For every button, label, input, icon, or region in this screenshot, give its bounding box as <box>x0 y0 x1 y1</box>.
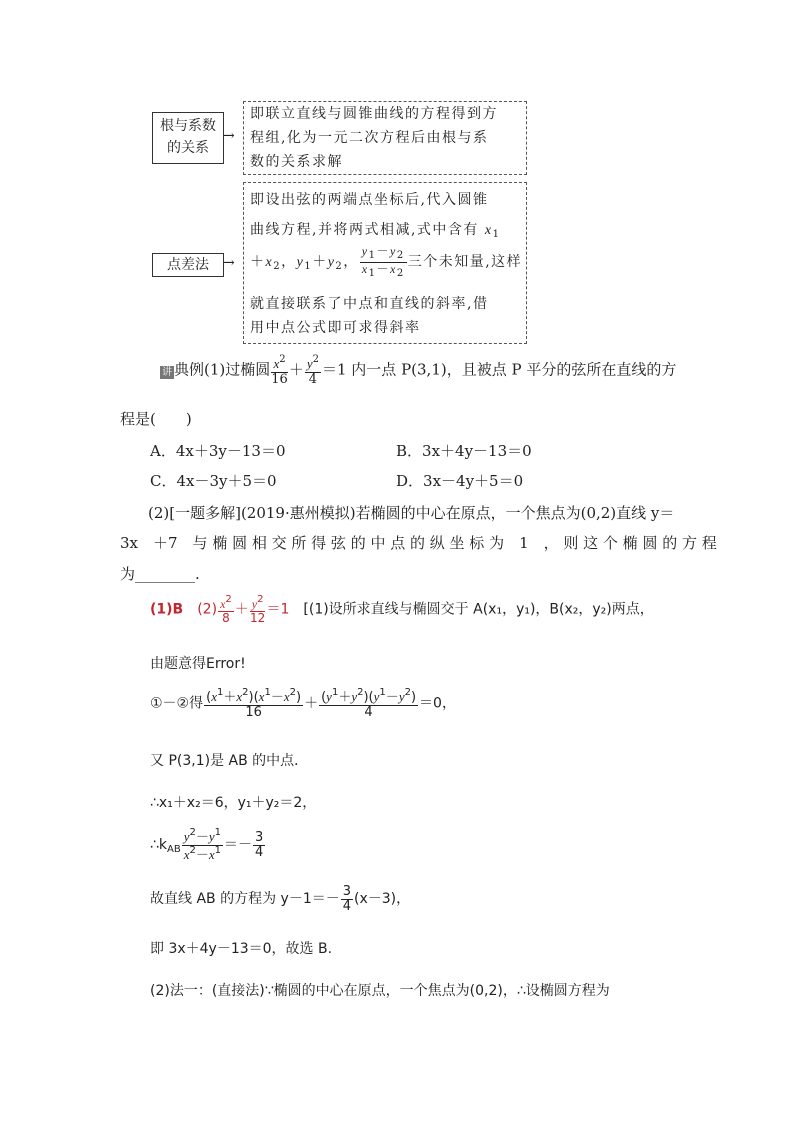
midpoint-line: 又 P(3,1)是 AB 的中点． <box>150 753 309 769</box>
ellipse-fraction: $\frac{x^2}{16}$ <box>271 354 288 387</box>
answer-line: (1)B (2) $\frac{x^2}{8}$ ＋ $\frac{y^2}{12}$ ＝1 [(1)设所求直线与椭圆交于 A(x₁，y₁)，B(x₂，y₂)两点， <box>150 594 654 625</box>
slope-line: $\therefore k_{AB}$ $\frac{y^2-y^1}{x^2-x^1}$ ＝－ $\frac{3}{4}$ <box>150 827 264 863</box>
method-line: (2)法一：(直接法)∵椭圆的中心在原点，一个焦点为(0,2)，∴设椭圆方程为 <box>150 983 610 999</box>
desc-line: 数的关系求解 <box>250 154 343 170</box>
choose-line: 即 3x＋4y－13＝0，故选 B. <box>150 941 333 957</box>
label-box-midpoint: 点差法 <box>152 253 224 277</box>
desc-line: 即设出弦的两端点坐标后,代入圆锥 <box>250 192 489 208</box>
example-question-1: 讲 典例(1)过椭圆 $\frac{x^2}{16}$ ＋ $\frac{y^2}{4}$ ＝1 内一点 P(3,1)，且被点 P 平分的弦所在直线的方 <box>162 354 677 387</box>
option-d: D．3x－4y＋5＝0 <box>396 472 524 490</box>
label-box-roots: 根与系数 的关系 <box>152 112 224 164</box>
sum-line: ∴x₁＋x₂＝6，y₁＋y₂＝2， <box>150 795 317 811</box>
desc-line: 即联立直线与圆锥曲线的方程得到方 <box>250 106 498 122</box>
arrow-icon: → <box>223 255 235 271</box>
desc-line: 曲线方程,并将两式相减,式中含有 $x_1$ <box>250 222 501 240</box>
desc-box-midpoint <box>243 182 527 344</box>
question-2-line2: 3x ＋7 与 椭 圆 相 交 所 得 弦 的 中 点 的 纵 坐 标 为 1 ， 则 这 个 椭 圆 的 方 程 <box>120 534 717 552</box>
desc-line: 就直接联系了中点和直线的斜率,借 <box>250 296 489 312</box>
question-2-line3: 为________. <box>120 565 200 583</box>
desc-line: $+x_2$，$y_1+y_2$， $\frac{y_1-y_2}{x_1-x_2}$ 三个未知量,这样 <box>250 244 523 279</box>
subtract-line: ①－②得 $\frac{(x^1+x^2)(x^1-x^2)}{16}$ ＋ $\frac{(y^1+y^2)(y^1-y^2)}{4}$ ＝0， <box>150 687 456 720</box>
option-a: A．4x＋3y－13＝0 <box>150 442 286 460</box>
arrow-icon: → <box>223 128 235 144</box>
error-line: 由题意得Error! <box>150 656 246 672</box>
option-b: B．3x＋4y－13＝0 <box>396 442 532 460</box>
desc-line: 用中点公式即可求得斜率 <box>250 320 421 336</box>
question-tail: 程是( ) <box>120 410 192 428</box>
option-c: C．4x－3y＋5＝0 <box>150 472 277 490</box>
line-equation: 故直线 AB 的方程为 y－1＝－ $\frac{3}{4}$ (x－3)， <box>150 884 411 914</box>
desc-box-roots <box>243 101 527 175</box>
example-tag-icon: 讲 <box>162 366 172 378</box>
question-2-line1: (2)[一题多解](2019·惠州模拟)若椭圆的中心在原点，一个焦点为(0,2)直线 y＝ <box>148 504 675 522</box>
desc-line: 程组,化为一元二次方程后由根与系 <box>250 130 489 146</box>
example-title: 典例 <box>174 360 205 379</box>
